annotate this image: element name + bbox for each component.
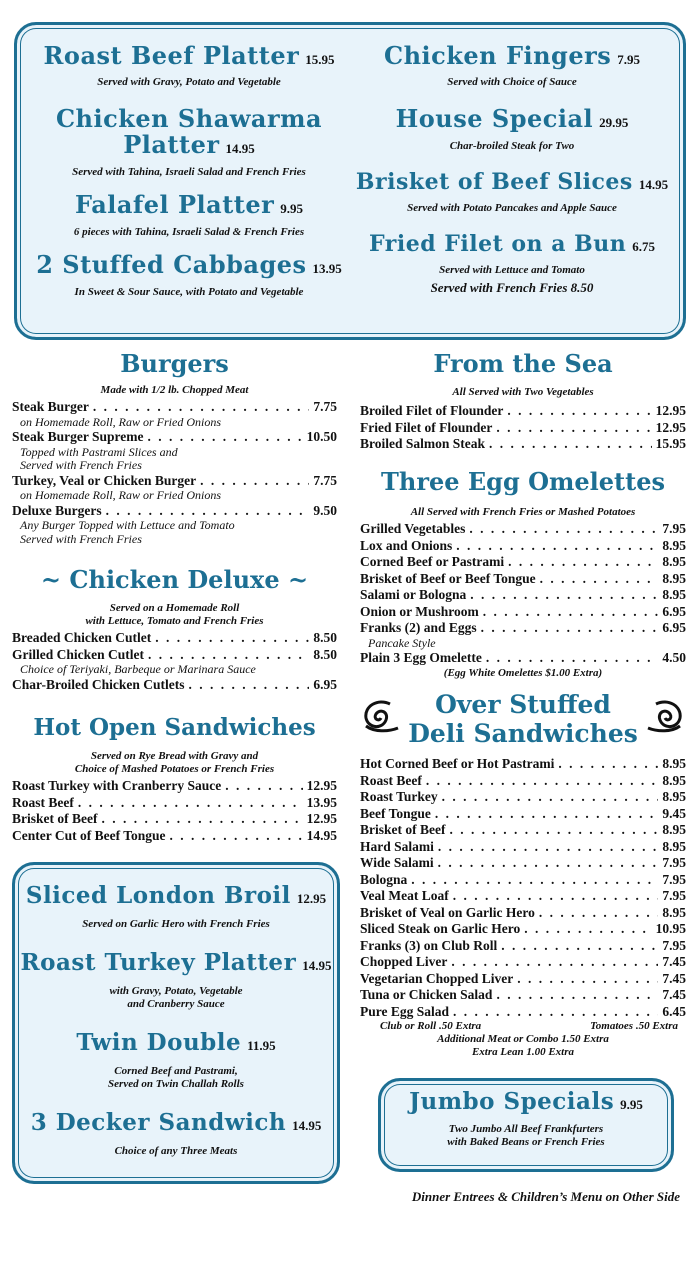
menu-row bbox=[12, 503, 337, 520]
item-title: Jumbo Specials bbox=[409, 1088, 615, 1115]
item-price: 12.95 bbox=[296, 891, 327, 906]
item-price: 6.75 bbox=[632, 239, 655, 254]
item-desc: Corned Beef and Pastrami, bbox=[114, 1065, 238, 1077]
item-price: 10.50 bbox=[306, 429, 337, 444]
item-note: Served with French Fries bbox=[20, 458, 142, 472]
menu-row bbox=[12, 647, 337, 664]
item-price: 7.95 bbox=[662, 888, 686, 903]
menu-row bbox=[360, 650, 686, 667]
section-title: ~ Chicken Deluxe ~ bbox=[40, 565, 309, 594]
item-title: 2 Stuffed Cabbages bbox=[36, 250, 307, 279]
menu-row bbox=[360, 987, 686, 1004]
section-subtitle: All Served with Two Vegetables bbox=[452, 386, 594, 398]
section-title: Hot Open Sandwiches bbox=[33, 714, 316, 741]
item-name: Beef Tongue bbox=[360, 805, 431, 821]
leader-dots bbox=[148, 647, 309, 664]
item-desc: In Sweet & Sour Sauce, with Potato and Vegetable bbox=[74, 286, 304, 298]
menu-item bbox=[352, 104, 672, 153]
item-price: 8.50 bbox=[313, 646, 337, 662]
menu-item bbox=[20, 884, 332, 931]
item-price: 6.95 bbox=[313, 676, 337, 692]
item-note: on Homemade Roll, Raw or Fried Onions bbox=[20, 488, 221, 502]
menu-row bbox=[12, 429, 337, 446]
item-price: 12.95 bbox=[655, 419, 686, 435]
menu-row bbox=[360, 554, 686, 571]
item-name: Franks (2) and Eggs bbox=[360, 620, 477, 635]
menu-row bbox=[360, 921, 686, 938]
item-desc: with Baked Beans or French Fries bbox=[447, 1136, 605, 1148]
menu-row bbox=[12, 630, 337, 647]
deli-extra: Extra Lean 1.00 Extra bbox=[471, 1046, 575, 1058]
item-name: Roast Turkey with Cranberry Sauce bbox=[12, 778, 222, 793]
item-price: 6.95 bbox=[662, 603, 686, 619]
item-price: 9.95 bbox=[620, 1097, 643, 1112]
item-price: 8.95 bbox=[662, 838, 686, 854]
item-name: Deluxe Burgers bbox=[12, 502, 102, 518]
leader-dots bbox=[200, 473, 309, 490]
footer-note bbox=[300, 1186, 680, 1205]
item-desc: Served with Gravy, Potato and Vegetable bbox=[97, 76, 281, 88]
leader-dots bbox=[449, 822, 658, 839]
leader-dots bbox=[524, 921, 651, 938]
item-price: 7.95 bbox=[662, 521, 686, 536]
item-name: Pure Egg Salad bbox=[360, 1003, 450, 1019]
section-subtitle: with Lettuce, Tomato and French Fries bbox=[85, 615, 264, 627]
item-price: 8.50 bbox=[313, 630, 337, 645]
menu-row bbox=[360, 403, 686, 420]
item-name: Chopped Liver bbox=[360, 954, 448, 969]
menu-row bbox=[360, 971, 686, 988]
item-price: 12.95 bbox=[306, 778, 337, 793]
item-name: Tuna or Chicken Salad bbox=[360, 987, 493, 1002]
item-name: Brisket of Beef bbox=[12, 811, 98, 826]
item-price: 6.95 bbox=[662, 620, 686, 635]
item-price: 8.95 bbox=[662, 587, 686, 602]
leader-dots bbox=[456, 538, 658, 555]
item-price: 7.75 bbox=[313, 399, 337, 414]
leader-dots bbox=[508, 554, 658, 571]
menu-item bbox=[28, 190, 350, 239]
item-name: Steak Burger Supreme bbox=[12, 429, 144, 444]
leader-dots bbox=[78, 795, 303, 812]
section-subtitle: Served on a Homemade Roll bbox=[109, 602, 240, 614]
item-price: 7.45 bbox=[662, 954, 686, 969]
leader-dots bbox=[496, 420, 651, 437]
item-name: Roast Beef bbox=[12, 794, 74, 810]
leader-dots bbox=[442, 789, 659, 806]
item-note: Choice of Teriyaki, Barbeque or Marinara Sauce bbox=[20, 662, 256, 676]
item-note: on Homemade Roll, Raw or Fried Onions bbox=[20, 414, 221, 429]
item-title: Chicken Shawarma bbox=[55, 104, 323, 133]
item-title: Falafel Platter bbox=[74, 190, 275, 219]
menu-row bbox=[360, 756, 686, 773]
section-title: Over Stuffed bbox=[435, 690, 611, 719]
item-name: Brisket of Beef or Beef Tongue bbox=[360, 570, 536, 586]
chicken-deluxe-section bbox=[12, 566, 337, 693]
menu-row bbox=[12, 811, 337, 828]
item-price: 14.95 bbox=[638, 177, 669, 192]
leader-dots bbox=[496, 987, 658, 1004]
section-title: From the Sea bbox=[433, 349, 613, 378]
leader-dots bbox=[483, 604, 659, 621]
item-title: Sliced London Broil bbox=[25, 882, 291, 909]
section-title: Burgers bbox=[120, 349, 229, 378]
leader-dots bbox=[170, 828, 303, 845]
leader-dots bbox=[453, 1004, 658, 1021]
menu-row bbox=[360, 436, 686, 453]
item-desc: and Cranberry Sauce bbox=[127, 998, 225, 1010]
menu-item bbox=[28, 250, 350, 299]
item-note: Served with French Fries bbox=[20, 531, 142, 546]
item-price: 8.95 bbox=[662, 756, 686, 771]
leader-dots bbox=[438, 855, 659, 872]
item-price: 7.95 bbox=[662, 855, 686, 870]
item-name: Grilled Chicken Cutlet bbox=[12, 646, 144, 662]
item-name: Grilled Vegetables bbox=[360, 521, 466, 536]
item-name: Lox and Onions bbox=[360, 537, 453, 553]
menu-row bbox=[12, 677, 337, 694]
menu-row bbox=[360, 587, 686, 604]
item-desc: Char-broiled Steak for Two bbox=[449, 140, 575, 152]
hot-open-section bbox=[12, 714, 337, 844]
item-price: 8.95 bbox=[662, 789, 686, 804]
leader-dots bbox=[469, 521, 658, 538]
deli-extra: Tomatoes .50 Extra bbox=[590, 1020, 678, 1032]
omelette-footnote: (Egg White Omelettes $1.00 Extra) bbox=[443, 666, 603, 679]
item-name: Wide Salami bbox=[360, 855, 434, 870]
item-price: 8.95 bbox=[662, 772, 686, 788]
item-price: 13.95 bbox=[306, 794, 337, 810]
item-desc: Choice of any Three Meats bbox=[114, 1145, 238, 1157]
leader-dots bbox=[489, 436, 652, 453]
item-title: 3 Decker Sandwich bbox=[30, 1109, 287, 1136]
item-title: Fried Filet on a Bun bbox=[369, 231, 627, 257]
item-price: 7.95 bbox=[662, 871, 686, 887]
leader-dots bbox=[451, 954, 658, 971]
leader-dots bbox=[93, 399, 310, 416]
menu-row bbox=[360, 420, 686, 437]
leader-dots bbox=[486, 650, 659, 667]
item-title: Brisket of Beef Slices bbox=[355, 169, 633, 195]
item-price: 6.45 bbox=[662, 1003, 686, 1019]
item-name: Hot Corned Beef or Hot Pastrami bbox=[360, 756, 555, 771]
menu-row bbox=[360, 954, 686, 971]
item-note: Any Burger Topped with Lettuce and Tomato bbox=[20, 518, 235, 532]
item-price: 10.95 bbox=[655, 921, 686, 936]
footer-text: Dinner Entrees & Children’s Menu on Other Side bbox=[411, 1189, 680, 1204]
item-title: Roast Beef Platter bbox=[43, 41, 300, 70]
omelettes-section bbox=[360, 468, 686, 680]
menu-row bbox=[360, 773, 686, 790]
item-price: 8.95 bbox=[662, 904, 686, 920]
section-subtitle: Served on Rye Bread with Gravy and bbox=[90, 750, 259, 762]
item-name: Plain 3 Egg Omelette bbox=[360, 650, 482, 665]
item-price: 7.95 bbox=[617, 52, 641, 67]
section-subtitle: Choice of Mashed Potatoes or French Fries bbox=[74, 763, 275, 775]
item-name: Vegetarian Chopped Liver bbox=[360, 970, 514, 986]
item-name: Roast Turkey bbox=[360, 789, 438, 804]
item-name: Char-Broiled Chicken Cutlets bbox=[12, 676, 185, 692]
item-desc: Served with Potato Pancakes and Apple Sauce bbox=[407, 202, 617, 214]
menu-row bbox=[360, 538, 686, 555]
from-sea-section bbox=[360, 350, 686, 453]
menu-row bbox=[12, 399, 337, 416]
item-name: Veal Meat Loaf bbox=[360, 888, 449, 903]
menu-item bbox=[20, 1111, 332, 1158]
leader-dots bbox=[453, 888, 659, 905]
item-name: Brisket of Beef bbox=[360, 822, 446, 837]
item-title: House Special bbox=[395, 104, 594, 133]
section-subtitle: Made with 1/2 lb. Chopped Meat bbox=[100, 384, 249, 396]
menu-row bbox=[360, 839, 686, 856]
item-desc: Served on Twin Challah Rolls bbox=[108, 1078, 244, 1090]
item-note: Pancake Style bbox=[368, 635, 436, 650]
item-price: 4.50 bbox=[662, 650, 686, 665]
item-price: 14.95 bbox=[302, 958, 332, 973]
menu-row bbox=[360, 938, 686, 955]
leader-dots bbox=[155, 630, 309, 647]
item-desc: Served with Tahina, Israeli Salad and French Fries bbox=[72, 166, 306, 178]
item-title-line2: Platter bbox=[123, 130, 220, 159]
menu-item bbox=[20, 1031, 332, 1091]
menu-row bbox=[360, 1004, 686, 1021]
item-desc: Two Jumbo All Beef Frankfurters bbox=[448, 1123, 604, 1135]
item-name: Salami or Bologna bbox=[360, 587, 467, 602]
menu-row bbox=[360, 905, 686, 922]
leader-dots bbox=[501, 938, 658, 955]
deli-extra: Additional Meat or Combo 1.50 Extra bbox=[437, 1033, 609, 1045]
item-name: Bologna bbox=[360, 871, 408, 887]
deli-section bbox=[360, 690, 686, 1059]
item-price: 9.45 bbox=[662, 805, 686, 821]
item-price: 12.95 bbox=[306, 811, 337, 826]
item-name: Hard Salami bbox=[360, 838, 434, 854]
leader-dots bbox=[539, 905, 659, 922]
leader-dots bbox=[411, 872, 658, 889]
item-price: 13.95 bbox=[312, 261, 342, 276]
item-desc: Served with Choice of Sauce bbox=[447, 76, 577, 88]
item-price: 7.45 bbox=[662, 970, 686, 986]
item-price: 8.95 bbox=[662, 822, 686, 837]
item-extra: Served with French Fries 8.50 bbox=[430, 280, 594, 295]
burgers-section bbox=[12, 350, 337, 546]
item-name: Brisket of Veal on Garlic Hero bbox=[360, 904, 535, 920]
menu-row bbox=[360, 872, 686, 889]
section-title: Three Egg Omelettes bbox=[381, 467, 665, 496]
menu-row bbox=[12, 795, 337, 812]
leader-dots bbox=[438, 839, 658, 856]
item-name: Broiled Filet of Flounder bbox=[360, 403, 504, 418]
item-name: Breaded Chicken Cutlet bbox=[12, 630, 152, 645]
menu-row bbox=[360, 806, 686, 823]
item-name: Turkey, Veal or Chicken Burger bbox=[12, 472, 197, 488]
item-price: 8.95 bbox=[662, 570, 686, 586]
menu-row bbox=[360, 620, 686, 637]
leader-dots bbox=[558, 756, 658, 773]
leader-dots bbox=[148, 429, 303, 446]
leader-dots bbox=[517, 971, 658, 988]
menu-item bbox=[352, 41, 672, 89]
menu-row bbox=[12, 778, 337, 795]
item-price: 7.45 bbox=[662, 987, 686, 1002]
item-name: Steak Burger bbox=[12, 399, 89, 414]
item-desc: Served with Lettuce and Tomato bbox=[439, 264, 585, 276]
item-name: Center Cut of Beef Tongue bbox=[12, 827, 166, 843]
leader-dots bbox=[106, 503, 310, 520]
menu-item bbox=[384, 1090, 668, 1149]
top-right-column bbox=[352, 41, 672, 296]
section-title-line2: Deli Sandwiches bbox=[408, 719, 638, 748]
menu-row bbox=[360, 571, 686, 588]
leader-dots bbox=[435, 806, 658, 823]
menu-item bbox=[20, 951, 332, 1011]
top-left-column bbox=[28, 41, 350, 299]
leader-dots bbox=[470, 587, 658, 604]
item-price: 7.95 bbox=[662, 937, 686, 953]
deli-extras-row bbox=[360, 1020, 686, 1033]
menu-row bbox=[12, 828, 337, 845]
menu-item bbox=[28, 104, 350, 179]
item-title: Twin Double bbox=[76, 1029, 242, 1056]
item-price: 7.75 bbox=[313, 472, 337, 488]
leader-dots bbox=[540, 571, 659, 588]
item-name: Fried Filet of Flounder bbox=[360, 419, 493, 435]
sandwich-specials-content bbox=[20, 884, 332, 1158]
item-name: Franks (3) on Club Roll bbox=[360, 937, 498, 953]
leader-dots bbox=[426, 773, 659, 790]
leader-dots bbox=[225, 778, 302, 795]
item-name: Sliced Steak on Garlic Hero bbox=[360, 921, 521, 936]
jumbo-specials-content bbox=[384, 1090, 668, 1149]
item-name: Roast Beef bbox=[360, 772, 422, 788]
item-price: 14.95 bbox=[306, 827, 337, 843]
menu-row bbox=[360, 822, 686, 839]
section-subtitle: All Served with French Fries or Mashed Potatoes bbox=[410, 506, 636, 518]
item-price: 9.50 bbox=[313, 502, 337, 518]
item-price: 12.95 bbox=[655, 403, 686, 418]
item-price: 14.95 bbox=[292, 1118, 322, 1133]
item-price: 8.95 bbox=[662, 537, 686, 553]
deli-extra: Club or Roll .50 Extra bbox=[380, 1020, 482, 1032]
item-price: 11.95 bbox=[247, 1038, 276, 1053]
menu-row bbox=[360, 604, 686, 621]
item-name: Broiled Salmon Steak bbox=[360, 436, 486, 451]
item-desc: 6 pieces with Tahina, Israeli Salad & French Fries bbox=[73, 226, 305, 238]
leader-dots bbox=[189, 677, 310, 694]
item-price: 15.95 bbox=[655, 436, 686, 451]
item-price: 9.95 bbox=[280, 201, 304, 216]
menu-item bbox=[28, 41, 350, 89]
item-title: Roast Turkey Platter bbox=[20, 949, 297, 976]
item-name: Corned Beef or Pastrami bbox=[360, 554, 505, 569]
menu-item bbox=[352, 233, 672, 296]
leader-dots bbox=[507, 403, 651, 420]
item-price: 8.95 bbox=[662, 554, 686, 569]
menu-row bbox=[360, 521, 686, 538]
item-title: Chicken Fingers bbox=[383, 41, 612, 70]
menu-item bbox=[352, 171, 672, 215]
item-price: 29.95 bbox=[599, 115, 629, 130]
item-desc: with Gravy, Potato, Vegetable bbox=[109, 985, 243, 997]
item-desc: Served on Garlic Hero with French Fries bbox=[82, 918, 270, 930]
menu-row bbox=[360, 888, 686, 905]
item-price: 15.95 bbox=[305, 52, 335, 67]
item-price: 14.95 bbox=[225, 141, 255, 156]
item-name: Onion or Mushroom bbox=[360, 603, 479, 619]
menu-row bbox=[360, 789, 686, 806]
menu-row bbox=[360, 855, 686, 872]
leader-dots bbox=[481, 620, 659, 637]
item-note: Topped with Pastrami Slices and bbox=[20, 444, 178, 459]
menu-row bbox=[12, 473, 337, 490]
leader-dots bbox=[101, 811, 302, 828]
